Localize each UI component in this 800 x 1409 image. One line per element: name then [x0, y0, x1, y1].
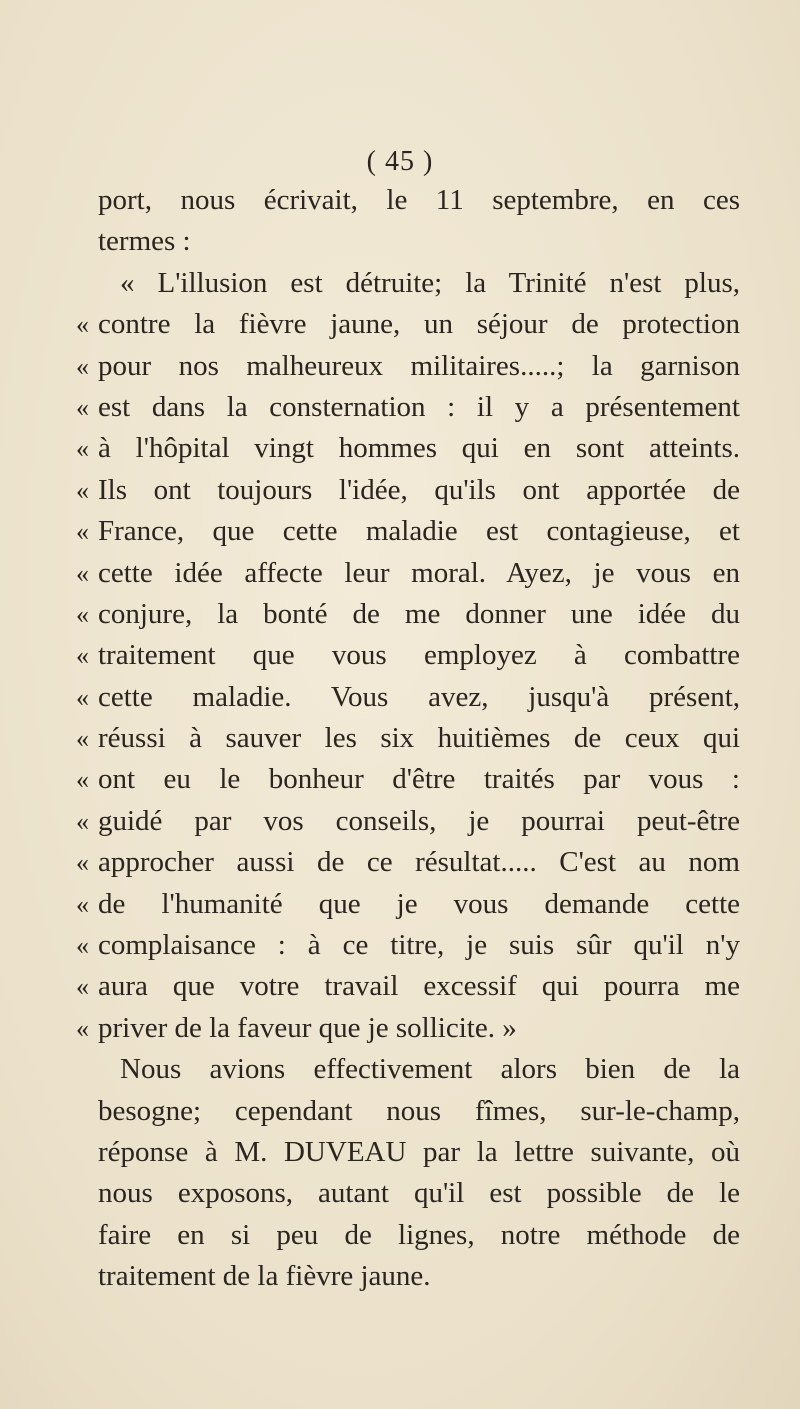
line-text: cette maladie. Vous avez, jusqu'à présent,	[98, 680, 740, 713]
line-text: guidé par vos conseils, je pourrai peut-être	[98, 804, 740, 837]
text-line	[98, 1049, 740, 1090]
text-line	[98, 1256, 740, 1297]
text-line	[76, 304, 740, 345]
line-text: besogne; cependant nous fîmes, sur-le-champ,	[98, 1094, 740, 1127]
quote-mark: «	[76, 310, 89, 340]
quote-mark: «	[76, 889, 89, 919]
line-text: est dans la consternation : il y a présentement	[98, 390, 740, 423]
text-line	[76, 925, 740, 966]
quote-mark: «	[76, 517, 89, 547]
quote-mark: «	[76, 351, 89, 381]
text-line	[76, 594, 740, 635]
line-text: approcher aussi de ce résultat..... C'est au nom	[98, 846, 740, 879]
text-line	[76, 1008, 740, 1049]
line-text: de l'humanité que je vous demande cette	[98, 887, 740, 920]
text-line	[98, 1091, 740, 1132]
text-line	[76, 428, 740, 469]
text-line	[76, 677, 740, 718]
text-line	[76, 884, 740, 925]
quote-mark: «	[76, 392, 89, 422]
text-line	[76, 346, 740, 387]
line-text: faire en si peu de lignes, notre méthode de	[98, 1218, 740, 1251]
line-text: contre la fièvre jaune, un séjour de protection	[98, 308, 740, 341]
line-text: aura que votre travail excessif qui pourra me	[98, 970, 740, 1003]
quote-mark: «	[76, 682, 89, 712]
line-text: priver de la faveur que je sollicite. »	[98, 1011, 517, 1044]
text-line	[76, 387, 740, 428]
quote-mark: «	[76, 475, 89, 505]
line-text: port, nous écrivait, le 11 septembre, en ces	[98, 184, 740, 216]
line-text: Nous avions effectivement alors bien de la	[120, 1053, 740, 1086]
line-text: réussi à sauver les six huitièmes de ceux qui	[98, 722, 740, 755]
line-text: ont eu le bonheur d'être traités par vous :	[98, 763, 740, 796]
text-line	[76, 470, 740, 511]
text-line	[76, 553, 740, 594]
quote-mark: «	[76, 641, 89, 671]
quote-mark: «	[76, 806, 89, 836]
line-text: « L'illusion est détruite; la Trinité n'est plus,	[120, 266, 740, 299]
text-line	[76, 966, 740, 1007]
text-line	[98, 1132, 740, 1173]
line-text: nous exposons, autant qu'il est possible de le	[98, 1177, 740, 1210]
text-line	[76, 718, 740, 759]
line-text: réponse à M. DUVEAU par la lettre suivante, où	[98, 1135, 740, 1168]
text-line	[98, 180, 740, 221]
text-line	[98, 221, 740, 262]
line-text: cette idée affecte leur moral. Ayez, je vous en	[98, 556, 740, 589]
text-line	[98, 263, 740, 304]
line-text: complaisance : à ce titre, je suis sûr qu'il n'y	[98, 929, 740, 962]
line-text: traitement de la fièvre jaune.	[98, 1260, 431, 1293]
quote-mark: «	[76, 724, 89, 754]
text-line	[76, 801, 740, 842]
quote-mark: «	[76, 434, 89, 464]
page-number: ( 45 )	[366, 146, 434, 177]
line-text: traitement que vous employez à combattre	[98, 639, 740, 672]
text-line	[76, 842, 740, 883]
line-text: à l'hôpital vingt hommes qui en sont atteints.	[98, 432, 740, 465]
quote-mark: «	[76, 765, 89, 795]
text-line	[98, 1173, 740, 1214]
quote-mark: «	[76, 599, 89, 629]
quote-mark: «	[76, 848, 89, 878]
line-text: pour nos malheureux militaires.....; la garnison	[98, 349, 740, 382]
quote-mark: «	[76, 931, 89, 961]
body-text	[76, 180, 740, 1298]
quote-mark: «	[76, 558, 89, 588]
text-line	[76, 635, 740, 676]
quote-mark: «	[76, 1013, 89, 1043]
line-text: conjure, la bonté de me donner une idée du	[98, 597, 740, 630]
line-text: France, que cette maladie est contagieuse, et	[98, 515, 740, 548]
text-line	[76, 759, 740, 800]
line-text: termes :	[98, 225, 191, 258]
line-text: Ils ont toujours l'idée, qu'ils ont apportée de	[98, 473, 740, 506]
text-line	[98, 1215, 740, 1256]
text-line	[76, 511, 740, 552]
quote-mark: «	[76, 972, 89, 1002]
